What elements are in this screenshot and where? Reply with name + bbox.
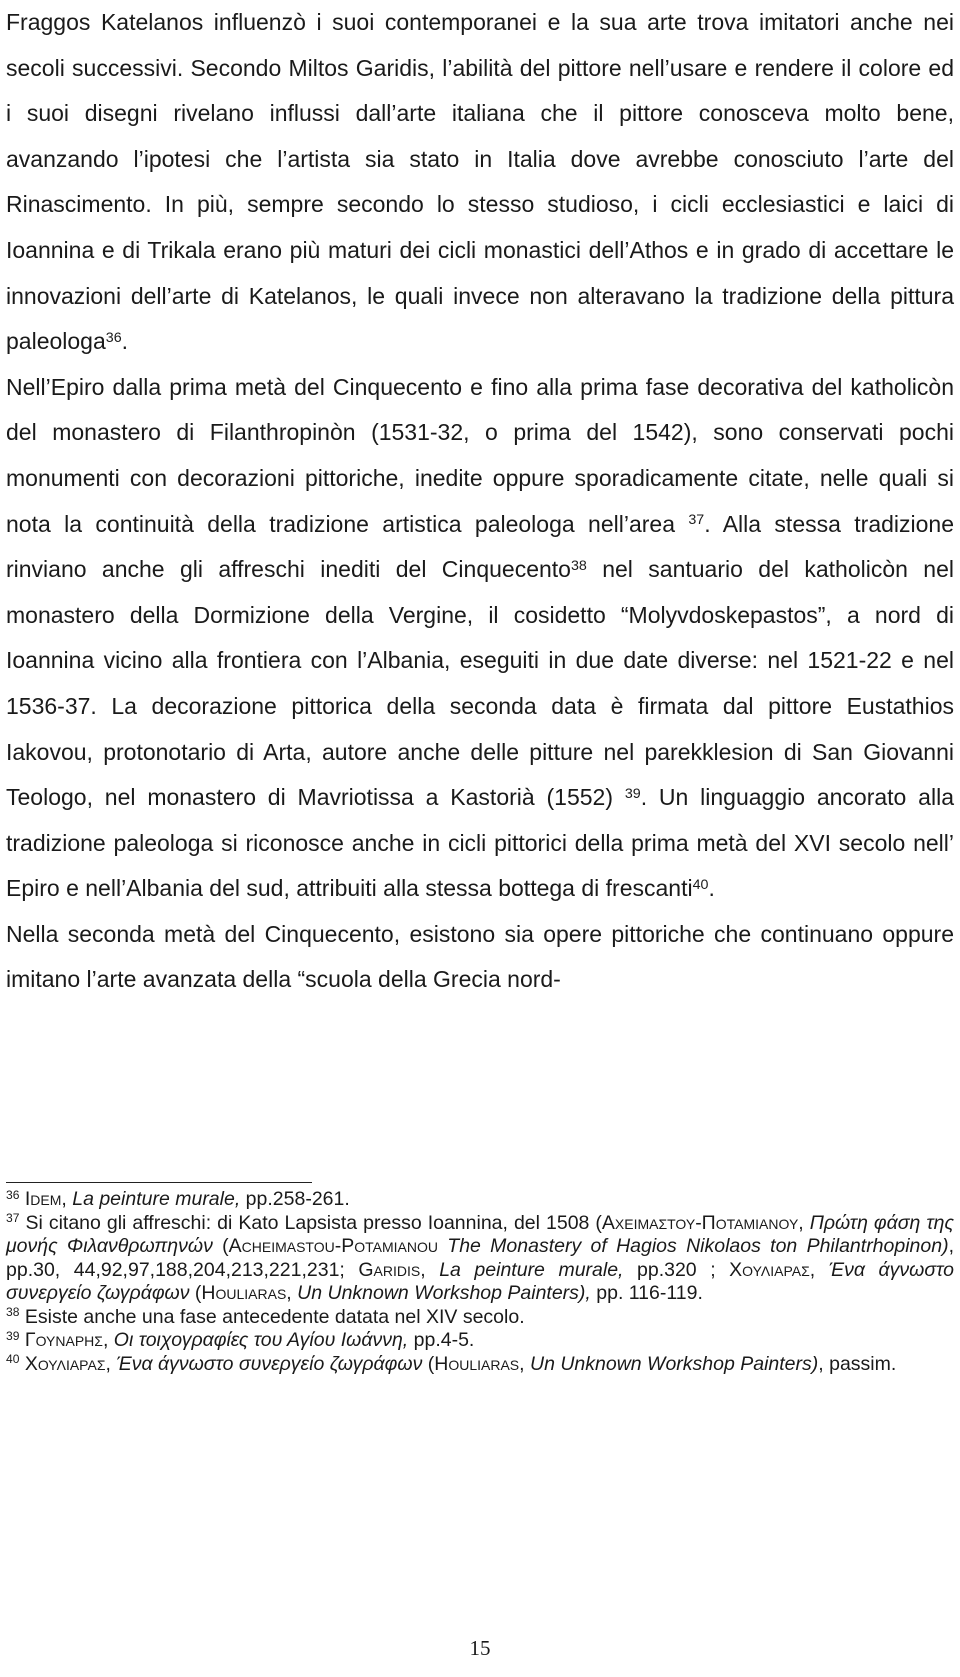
footnote-author: Χουλιαρασ [24,1352,106,1375]
footnote-text: pp.258-261. [240,1188,350,1210]
footnote-text: , [61,1188,73,1210]
footnote-text: , [519,1352,530,1375]
paragraph-text: . Alla stessa tradizione rinviano anche gli affreschi inediti del Cinquecento [6,510,955,583]
footnote-ref-38: 38 [570,558,587,574]
footnote-number: 36 [6,1187,20,1202]
footnote-number: 37 [6,1211,20,1226]
footnote-ref-37: 37 [688,512,705,529]
footnote-title: La peinture murale, [439,1258,624,1281]
footnote-text [438,1235,447,1257]
paragraph-text: Nella seconda metà del Cinquecento, esistono sia opere pittoriche che continuano oppure imitano l’arte avanzata della “scuola della Grecia nord- [6,920,954,993]
footnote-number: 39 [6,1328,20,1343]
footnote-text: Si citano gli affreschi: di Kato Lapsista presso Ioannina, del 1508 ( [19,1211,602,1234]
footnote-title: La peinture murale, [72,1188,241,1210]
footnote-author: Acheimastou-Potamianou [228,1235,438,1257]
footnote-author: Houliaras [201,1282,287,1304]
footnote-text: pp.320 ; [623,1258,730,1281]
footnote-text: ( [212,1235,229,1257]
footnote-text: , [809,1258,829,1281]
paragraph-text: Fraggos Katelanos influenzò i suoi contemporanei e la sua arte trova imitatori anche nei secoli successivi. Secondo Miltos Garidis, l’abilità del pittore nell’usare e rendere il colore ed i suoi disegni rivelano influssi dall’arte italiana che il pittore conosceva molto bene, avanzando l’ipotesi che l’artista sia stato in Italia dove avrebbe conosciuto l’arte del Rinascimento. In più, sempre secondo lo stesso studioso, i cicli ecclesiastici e laici di Ioannina e di Trikala erano più maturi dei cicli monastici dell’Athos e in grado di accettare le innovazioni dell’arte di Katelanos, le quali invece non alteravano la tradizione della pittura paleologa [6,9,954,355]
footnote-separator [6,1182,312,1183]
footnote-number: 40 [6,1352,20,1367]
paragraph-1 [6,0,954,365]
paragraph-text: . Un linguaggio ancorato alla tradizione paleologa si riconosce anche in cicli pittorici della prima metà del XVI secolo nell’ Epiro e nell’Albania del sud, attribuiti alla stessa bottega di frescanti [6,784,954,902]
footnote-37 [6,1212,954,1306]
paragraph-text: . [121,328,129,355]
footnote-author: Idem [24,1188,62,1210]
footnote-text: ( [422,1352,435,1375]
paragraph-2 [6,365,954,912]
footnote-author: Αχειμαστου-Ποταμιανου [601,1211,799,1234]
footnote-text: pp.4-5. [408,1329,475,1351]
footnote-ref-40: 40 [692,877,709,894]
footnote-author: Houliaras [434,1352,520,1375]
footnote-text: , [420,1258,440,1281]
footnote-ref-36: 36 [105,330,122,347]
footnote-text: pp. 116-119. [590,1282,703,1304]
footnote-38 [6,1306,954,1330]
main-text [6,0,954,1003]
paragraph-text: Nell’Epiro dalla prima metà del Cinquecento e fino alla prima fase decorativa del katholicòn del monastero di Filanthropinòn (1531-32, o prima del 1542), sono conservati pochi monumenti con decorazioni pittoriche, inedite oppure sporadicamente citate, nelle quali si nota la continuità della tradizione artistica paleologa nell’area [6,373,954,537]
footnote-title: Πρώτη φάση της μονής Φιλανθρωπηνών [6,1211,954,1257]
footnote-text: , pp.30, 44,92,97,188,204,213,221,231; [6,1235,955,1281]
footnote-40 [6,1353,954,1377]
footnote-author: Γουναρησ [24,1329,103,1351]
footnote-author: Garidis [358,1258,421,1281]
footnote-title: Un Unknown Workshop Painters), [297,1282,591,1304]
footnote-title: Ένα άγνωστο συνεργείο ζωγράφων [116,1352,423,1375]
paragraph-text: . [708,875,715,902]
page-number: 15 [469,1636,491,1660]
footnote-36 [6,1188,954,1212]
footnote-text: , [105,1352,117,1375]
footnote-39 [6,1329,954,1353]
footnote-title: Un Unknown Workshop Painters) [529,1352,819,1375]
paragraph-text: nel santuario del katholicòn nel monastero della Dormizione della Vergine, il cosidetto “Molyvdoskepastos”, a nord di Ioannina vicino alla frontiera con l’Albania, eseguiti in due date diverse: nel 1521-22 e nel 1536-37. La decorazione pittorica della seconda data è firmata dal pittore Eustathios Iakovou, protonotario di Arta, autore anche delle pitture nel parekklesion di San Giovanni Teologo, nel monastero di Mavriotissa a Kastorià (1552) [6,556,954,811]
footnote-ref-39: 39 [624,785,641,802]
footnote-title: Οι τοιχογραφίες του Αγίου Ιωάννη, [113,1329,409,1351]
footnote-text: , [102,1329,114,1351]
footnote-text: Esiste anche una fase antecedente datata nel XIV secolo. [19,1305,525,1328]
footnote-title: The Monastery of Hagios Nikolaos ton Philantrhopinon) [447,1235,949,1257]
footnote-title: Ένα άγνωστο συνεργείο ζωγράφων [6,1258,954,1304]
footnote-text: ( [189,1282,202,1304]
paragraph-3 [6,912,954,1003]
footnote-number: 38 [6,1305,20,1320]
footnote-text: , [286,1282,298,1304]
footnote-text: , passim. [818,1352,897,1375]
footnote-author: Χουλιαρασ [729,1258,810,1281]
footnote-text: , [798,1211,810,1234]
footnotes [6,1188,954,1376]
